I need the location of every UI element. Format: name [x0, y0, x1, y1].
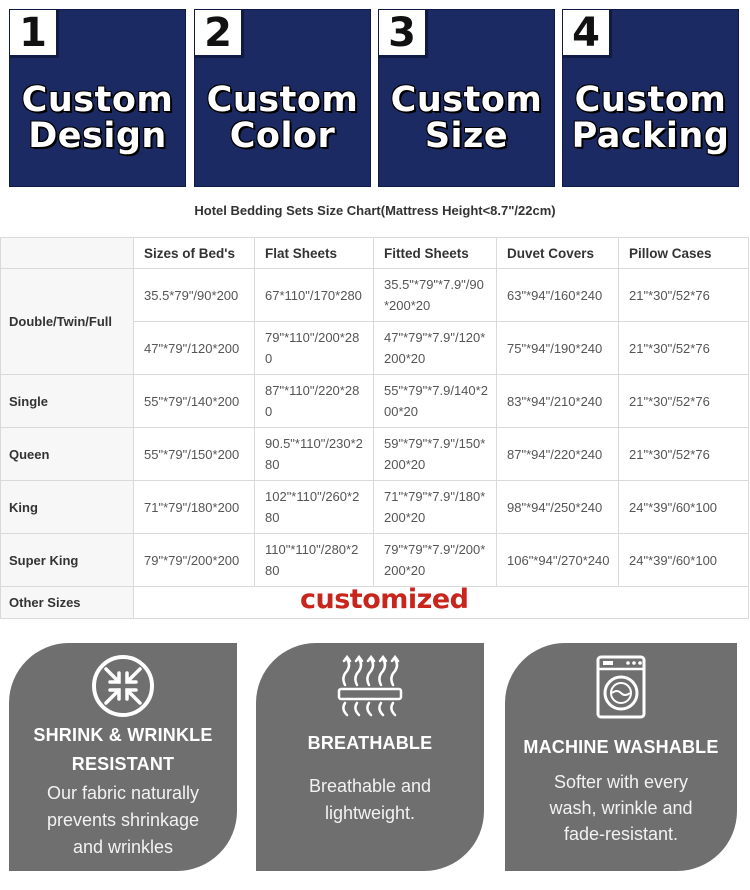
- table-cell: 83"*94"/210*240: [497, 375, 619, 428]
- tile-title-line: Size: [424, 116, 509, 156]
- table-cell: 75"*94"/190*240: [497, 322, 619, 375]
- table-cell: 71"*79"/180*200: [134, 481, 255, 534]
- feature-desc-line: Breathable and: [308, 776, 432, 796]
- feature-title: MACHINE WASHABLE: [523, 737, 719, 757]
- tile-title-line: Packing: [571, 116, 730, 156]
- table-cell: 21"*30"/52*76: [619, 322, 749, 375]
- tile-custom-packing: [562, 9, 739, 187]
- table-cell: 98"*94"/250*240: [497, 481, 619, 534]
- feature-desc: [17, 780, 229, 861]
- row-label: Other Sizes: [1, 587, 134, 619]
- row-label: Queen: [1, 428, 134, 481]
- table-cell: 24"*39"/60*100: [619, 534, 749, 587]
- table-cell: 47"*79"*7.9"/120*200*20: [374, 322, 497, 375]
- header-corner: [1, 238, 134, 269]
- feature-desc-line: prevents shrinkage: [46, 810, 200, 830]
- table-cell: 102"*110"/260*280: [255, 481, 374, 534]
- feature-card-machine-washable: [505, 643, 737, 871]
- feature-desc-line: lightweight.: [324, 803, 416, 823]
- tile-title-line: Custom: [390, 80, 543, 120]
- feature-card-breathable: [256, 643, 484, 871]
- feature-title-line: RESISTANT: [71, 754, 175, 774]
- tile-title: [195, 82, 370, 154]
- row-label: Double/Twin/Full: [1, 269, 134, 375]
- column-header: Duvet Covers: [497, 238, 619, 269]
- table-row: [1, 481, 749, 534]
- tile-title-line: Color: [229, 116, 336, 156]
- tile-number: 2: [195, 10, 244, 58]
- feature-desc-line: wash, wrinkle and: [549, 798, 693, 818]
- tile-number: 4: [563, 10, 612, 58]
- table-cell: 87"*110"/220*280: [255, 375, 374, 428]
- table-cell: 35.5"*79"*7.9"/90*200*20: [374, 269, 497, 322]
- tile-title: [379, 82, 554, 154]
- tile-custom-color: [194, 9, 371, 187]
- table-cell: 71"*79"*7.9"/180*200*20: [374, 481, 497, 534]
- table-cell: 55"*79"*7.9/140*200*20: [374, 375, 497, 428]
- tile-title-line: Custom: [206, 80, 359, 120]
- table-cell: 24"*39"/60*100: [619, 481, 749, 534]
- table-cell: 21"*30"/52*76: [619, 375, 749, 428]
- table-cell: 59"*79"*7.9"/150*200*20: [374, 428, 497, 481]
- washing-machine-icon: [505, 653, 737, 725]
- table-cell: 79"*79"/200*200: [134, 534, 255, 587]
- table-cell: 47"*79"/120*200: [134, 322, 255, 375]
- table-row: [1, 534, 749, 587]
- table-cell: 67*110"/170*280: [255, 269, 374, 322]
- column-header: Flat Sheets: [255, 238, 374, 269]
- feature-title-line: SHRINK & WRINKLE: [33, 725, 213, 745]
- table-cell: 55"*79"/150*200: [134, 428, 255, 481]
- tile-title-line: Design: [28, 116, 167, 156]
- shrink-arrows-icon: [9, 653, 237, 725]
- tile-number: 1: [10, 10, 59, 58]
- tile-number: 3: [379, 10, 428, 58]
- breathable-airflow-icon: [256, 653, 484, 725]
- table-row: [1, 428, 749, 481]
- customized-label: customized: [300, 584, 469, 615]
- table-cell: 87"*94"/220*240: [497, 428, 619, 481]
- row-label: Super King: [1, 534, 134, 587]
- table-cell: 35.5*79"/90*200: [134, 269, 255, 322]
- column-header: Pillow Cases: [619, 238, 749, 269]
- tile-custom-design: [9, 9, 186, 187]
- feature-desc-line: and wrinkles: [72, 837, 174, 857]
- tile-custom-size: [378, 9, 555, 187]
- feature-desc: [513, 769, 729, 847]
- table-row: [1, 375, 749, 428]
- table-cell: 21"*30"/52*76: [619, 428, 749, 481]
- feature-title: [9, 721, 237, 779]
- table-header-row: [1, 238, 749, 269]
- feature-desc-line: fade-resistant.: [563, 824, 679, 844]
- feature-desc-line: Our fabric naturally: [46, 783, 200, 803]
- column-header: Sizes of Bed's: [134, 238, 255, 269]
- table-cell: 55"*79"/140*200: [134, 375, 255, 428]
- column-header: Fitted Sheets: [374, 238, 497, 269]
- table-cell: 79"*79"*7.9"/200*200*20: [374, 534, 497, 587]
- table-cell: 90.5"*110"/230*280: [255, 428, 374, 481]
- table-cell: 21"*30"/52*76: [619, 269, 749, 322]
- row-label: Single: [1, 375, 134, 428]
- tile-title-line: Custom: [21, 80, 174, 120]
- size-chart-table: [0, 237, 749, 619]
- feature-card-shrink-wrinkle: [9, 643, 237, 871]
- table-cell: 106"*94"/270*240: [497, 534, 619, 587]
- tile-title: [10, 82, 185, 154]
- tile-title: [563, 82, 738, 154]
- table-cell: 79"*110"/200*280: [255, 322, 374, 375]
- table-cell: 110"*110"/280*280: [255, 534, 374, 587]
- custom-options-banner: [0, 0, 750, 195]
- tile-title-line: Custom: [574, 80, 727, 120]
- feature-desc-line: Softer with every: [553, 772, 689, 792]
- table-cell: 63"*94"/160*240: [497, 269, 619, 322]
- table-row: [1, 269, 749, 322]
- feature-title: BREATHABLE: [307, 733, 433, 753]
- row-label: King: [1, 481, 134, 534]
- size-chart-title: Hotel Bedding Sets Size Chart(Mattress Height<8.7"/22cm): [194, 203, 556, 218]
- feature-desc: [264, 773, 476, 827]
